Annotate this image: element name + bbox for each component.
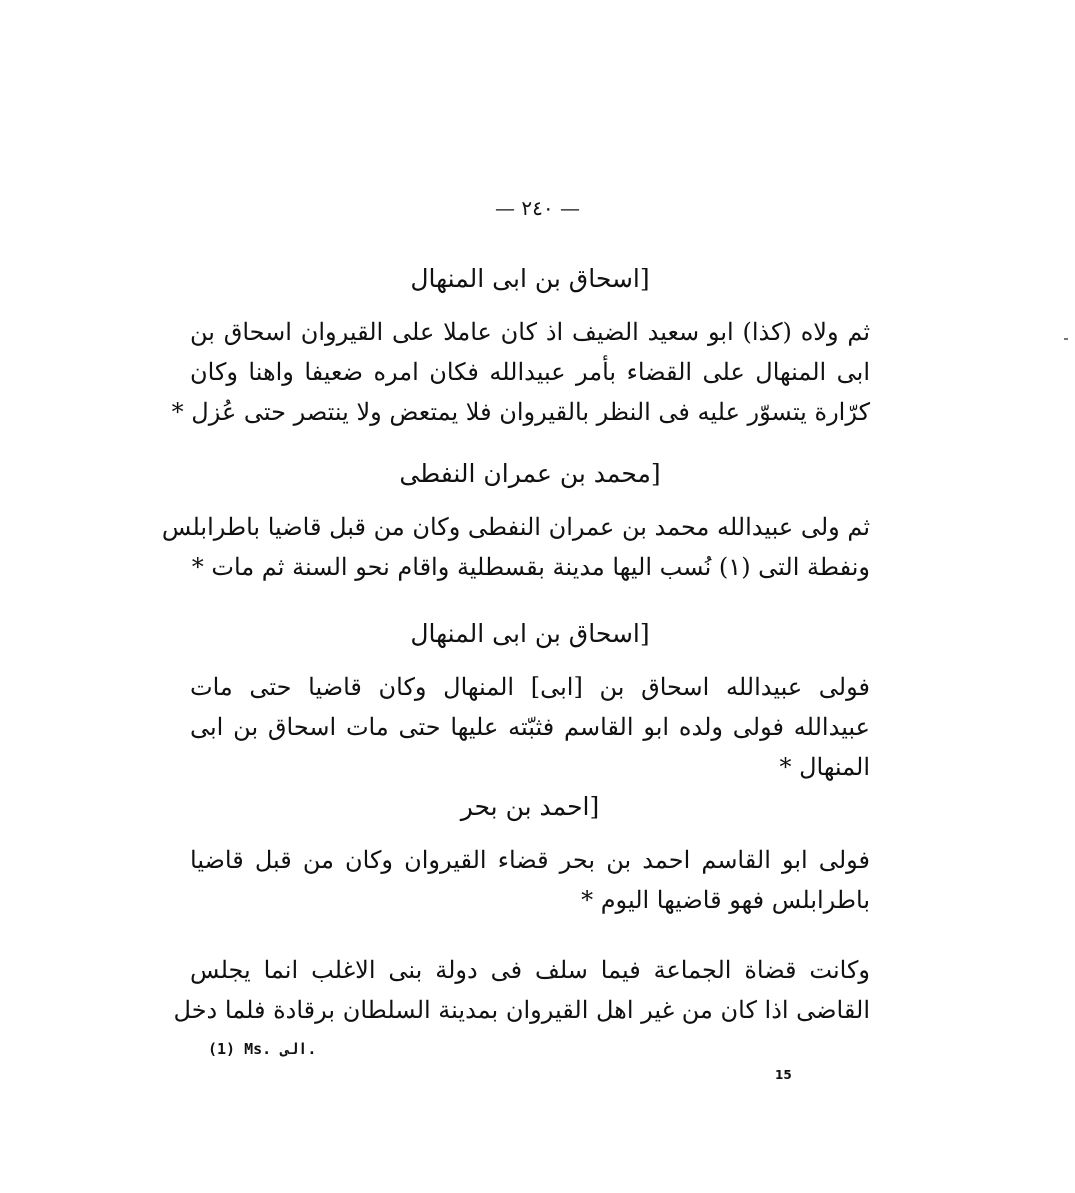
section-heading: [اسحاق بن ابى المنهال	[410, 619, 650, 648]
text-line: ونفطة التى (١) نُسب اليها مدينة بقسطلية واقام نحو السنة ثم مات *	[191, 553, 870, 581]
scan-speck	[1064, 338, 1068, 340]
section-paragraph	[173, 950, 870, 1030]
text-line: ابى المنهال على القضاء بأمر عبيدالله فكان امره ضعيفا واهنا وكان	[190, 358, 870, 386]
page-number: — ٢٤٠ —	[495, 196, 580, 220]
section-heading: [احمد بن بحر	[460, 792, 600, 821]
text-line: كرّارة يتسوّر عليه فى النظر بالقيروان فلا يمتعض ولا ينتصر حتى عُزل *	[171, 398, 870, 426]
text-line: القاضى اذا كان من غير اهل القيروان بمدينة السلطان برقادة فلما دخل	[173, 996, 870, 1024]
text-line: عبيدالله فولى ولده ابو القاسم فثبّته عليها حتى مات اسحاق بن ابى	[190, 713, 870, 741]
text-line: فولى عبيدالله اسحاق بن [ابى] المنهال وكان قاضيا حتى مات	[190, 673, 870, 701]
section-paragraph	[161, 507, 870, 587]
section-paragraph	[190, 840, 870, 920]
text-line: ثم ولى عبيدالله محمد بن عمران النفطى وكان من قبل قاضيا باطرابلس	[161, 513, 870, 541]
section-paragraph	[190, 667, 870, 787]
text-line: المنهال *	[779, 753, 870, 781]
text-line: ثم ولاه (كذا) ابو سعيد الضيف اذ كان عاملا على القيروان اسحاق بن	[190, 318, 870, 346]
folio-number: 15	[775, 1068, 792, 1082]
section-heading: [محمد بن عمران النفطى	[399, 459, 661, 488]
footnote: (1) Ms. الى.	[208, 1040, 317, 1058]
section-paragraph	[171, 312, 870, 432]
section-heading: [اسحاق بن ابى المنهال	[410, 264, 650, 293]
text-line: وكانت قضاة الجماعة فيما سلف فى دولة بنى الاغلب انما يجلس	[190, 956, 870, 984]
text-line: فولى ابو القاسم احمد بن بحر قضاء القيروان وكان من قبل قاضيا	[190, 846, 870, 874]
text-line: باطرابلس فهو قاضيها اليوم *	[581, 886, 870, 914]
